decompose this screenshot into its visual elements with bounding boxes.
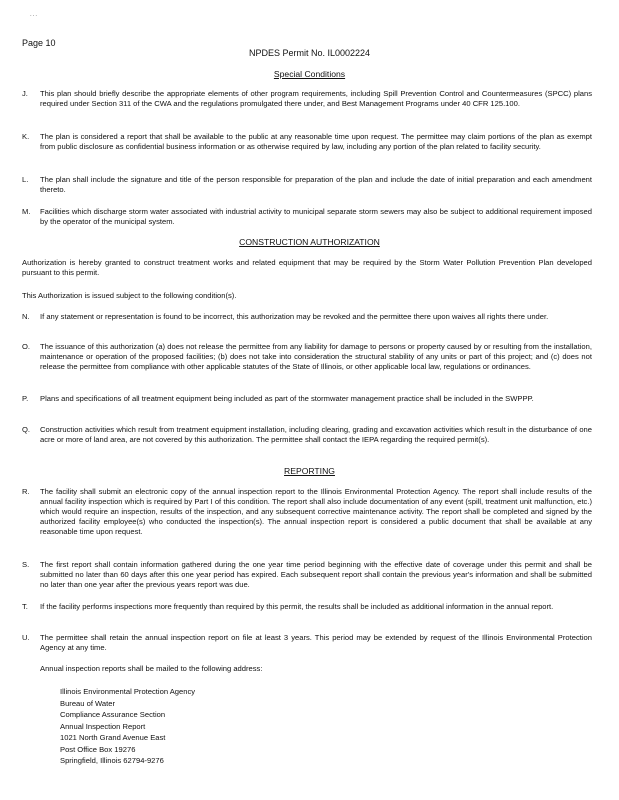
address-line: Compliance Assurance Section [60,710,166,719]
item-letter: T. [22,602,28,611]
item-letter: O. [22,342,31,351]
mailing-address [60,686,195,767]
condition-item-m [22,207,592,227]
condition-item-q [22,425,592,445]
construction-conditions-intro: This Authorization is issued subject to the following condition(s). [22,291,237,300]
item-letter: L. [22,175,29,184]
condition-item-o [22,342,592,372]
condition-item-l [22,175,592,195]
condition-item-p [22,394,592,404]
item-text: If any statement or representation is found to be incorrect, this authorization may be revoked and the permittee there upon waives all rights there under. [40,312,549,321]
special-conditions-title: Special Conditions [273,69,346,79]
item-text: The plan is considered a report that shall be available to the public at any reasonable time upon request. The permittee may claim portions of the plan as exempt from public disclosure as confidential business information or as otherwise required by law, including any portion of the plan related to facility security. [40,132,592,151]
item-text: The facility shall submit an electronic copy of the annual inspection report to the Illinois Environmental Protection Agency. The report shall include results of the annual facility inspection which is required by Part I of this condition. The report shall also include documentation of any event (spill, treatment unit malfunction, etc.) which would require an inspection, results of the inspection, and any subsequent corrective maintenance activity. The report shall be completed and signed by the authorized facility employee(s) who conducted the inspection(s). The annual inspection report is considered a public document that shall be available at any reasonable time upon request. [40,487,592,536]
item-letter: U. [22,633,30,642]
condition-item-k [22,132,592,152]
condition-item-j [22,89,592,109]
mailing-intro: Annual inspection reports shall be mailed to the following address: [40,664,263,673]
permit-number: NPDES Permit No. IL0002224 [248,48,371,58]
address-line: Annual Inspection Report [60,721,146,731]
handwritten-mark: ... [30,12,39,18]
item-text: Construction activities which result from treatment equipment installation, including clearing, grading and excavation activities which result in the disturbance of one acre or more of land area, are not covered by this authorization. The permittee shall contact the IEPA regarding the required permit(s). [40,425,592,444]
item-text: The first report shall contain information gathered during the one year time period beginning with the effective date of coverage under this permit and shall be submitted no later than 60 days after this one year period has expired. Each subsequent report shall contain the previous year's information and shall be submitted no later than one year after the previous years report was due. [40,560,592,589]
item-text: The permittee shall retain the annual inspection report on file at least 3 years. This period may be extended by request of the Illinois Environmental Protection Agency at any time. [40,633,592,652]
item-letter: N. [22,312,30,321]
address-line: Bureau of Water [60,698,116,708]
item-text: Facilities which discharge storm water associated with industrial activity to municipal separate storm sewers may also be subject to additional requirement imposed by the operator of the municipal system. [40,207,592,226]
item-letter: S. [22,560,30,569]
item-letter: Q. [22,425,31,434]
item-text: Plans and specifications of all treatment equipment being included as part of the stormwater management practice shall be included in the SWPPP. [40,394,534,403]
construction-authorization-title: CONSTRUCTION AUTHORIZATION [239,237,380,247]
item-text: This plan should briefly describe the appropriate elements of other program requirements, including Spill Prevention Control and Countermeasures (SPCC) plans required under Section 311 of the CWA and the regulations promulgated there under, and Best Management Programs under 40 CFR 125.100. [40,89,592,108]
address-line: Illinois Environmental Protection Agency [60,687,196,696]
address-line: 1021 North Grand Avenue East [60,733,166,742]
condition-item-n [22,312,592,322]
item-text: If the facility performs inspections more frequently than required by this permit, the results shall be included as additional information in the annual report. [40,602,554,611]
condition-item-u [22,633,592,653]
condition-item-t [22,602,592,612]
item-letter: J. [22,89,28,98]
condition-item-r [22,487,592,537]
construction-intro: Authorization is hereby granted to construct treatment works and related equipment that may be required by the Storm Water Pollution Prevention Plan developed pursuant to this permit. [22,258,592,277]
address-line: Post Office Box 19276 [60,744,136,754]
condition-item-s [22,560,592,590]
item-text: The issuance of this authorization (a) does not release the permittee from any liability for damage to persons or property caused by or resulting from the installation, maintenance or operation of the proposed facilities; (b) does not take into consideration the structural stability of any units or part of this project; and (c) does not release the permittee from compliance with other applicable statutes of the State of Illinois, or other applicable local law, regulations or ordinances. [40,342,592,371]
item-letter: K. [22,132,30,141]
address-line: Springfield, Illinois 62794-9276 [60,756,164,765]
item-letter: P. [22,394,29,403]
item-letter: R. [22,487,30,496]
reporting-title: REPORTING [284,466,335,476]
page-number: Page 10 [22,38,56,48]
item-text: The plan shall include the signature and title of the person responsible for preparation of the plan and include the date of initial preparation and each amendment thereto. [40,175,592,194]
item-letter: M. [22,207,31,216]
